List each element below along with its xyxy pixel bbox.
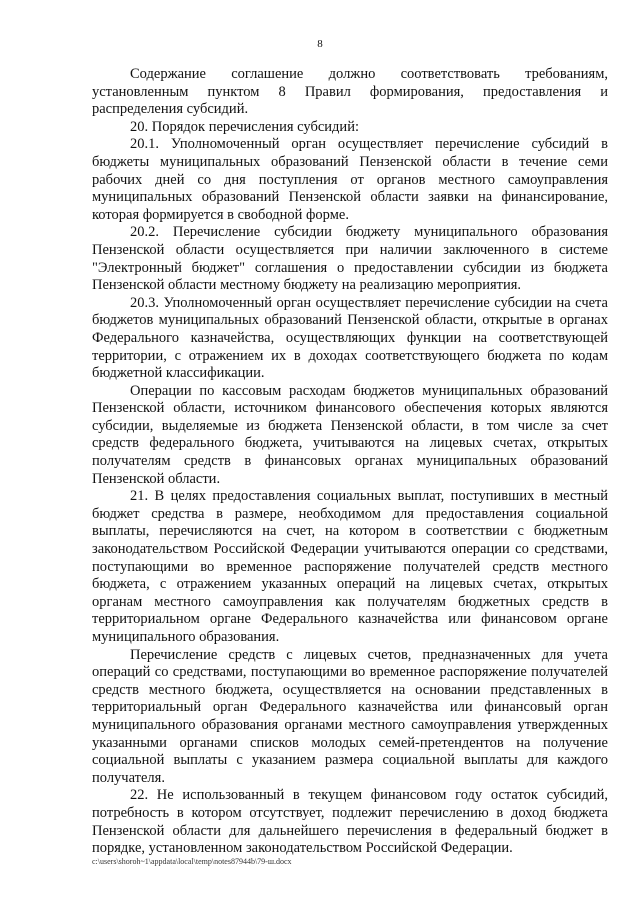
paragraph-20-1: 20.1. Уполномоченный орган осуществляет перечисление субсидий в бюджеты муниципальных образований Пензенской области в течение семи рабочих дней со дня поступления от органов местного самоуправления муниципальных образований Пензенской области заявки на финансирование, которая формируется в свободной форме. [92,136,608,223]
page-number: 8 [317,38,323,50]
paragraph-transfer-funds: Перечисление средств с лицевых счетов, предназначенных для учета операций со средствами, поступающими во временное распоряжение получателей средств местного бюджета, осуществляется на основании представленных в территориальный орган Федерального казначейства или финансовый орган муниципального образования органами местного самоуправления утвержденных указанными органами списков молодых семей-претендентов на получение социальной выплаты с указанием размера социальной выплаты для каждого получателя. [92,646,608,786]
paragraph-20-2: 20.2. Перечисление субсидии бюджету муниципального образования Пензенской области осуществляется при наличии заключенного в системе "Электронный бюджет" соглашения о предоставлении субсидии из бюджета Пензенской области местному бюджету на реализацию мероприятия. [92,224,608,294]
paragraph-22: 22. Не использованный в текущем финансовом году остаток субсидий, потребность в котором отсутствует, подлежит перечислению в доход бюджета Пензенской области для дальнейшего перечисления в федеральный бюджет в порядке, установленном законодательством Российской Федерации. [92,787,608,857]
paragraph-20: 20. Порядок перечисления субсидий: [130,118,359,135]
paragraph-21: 21. В целях предоставления социальных выплат, поступивших в местный бюджет средства в размере, необходимом для предоставления социальной выплаты, перечисляются на счет, на котором в соответствии с бюджетным законодательством Российской Федерации учитываются операции со средствами, поступающими во временное распоряжение получателей средств местного бюджета, с отражением указанных операций на лицевых счетах, открытых органам местного самоуправления как получателям бюджетных средств в территориальном органе Федерального казначейства или финансовом органе муниципального образования. [92,488,608,645]
document-body [92,66,608,858]
footer-file-path: c:\users\shoroh~1\appdata\local\temp\notes87944b\79-ш.docx [92,857,292,866]
paragraph-cash-operations: Операции по кассовым расходам бюджетов муниципальных образований Пензенской области, источником финансового обеспечения которых являются субсидии, выделяемые из бюджета Пензенской области, в том числе за счет средств федерального бюджета, учитываются на лицевых счетах, открытых получателям средств в финансовых органах муниципальных образований Пензенской области. [92,382,608,487]
paragraph-20-3: 20.3. Уполномоченный орган осуществляет перечисление субсидии на счета бюджетов муниципальных образований Пензенской области, открытые в органах Федерального казначейства, осуществляющих функции на соответствующей территории, с отражением их в доходах соответствующего бюджета по кодам бюджетной классификации. [92,294,608,382]
paragraph-agreement-content: Содержание соглашение должно соответствовать требованиям, установленным пунктом 8 Правил формирования, предоставления и распределения субсидий. [92,66,608,118]
